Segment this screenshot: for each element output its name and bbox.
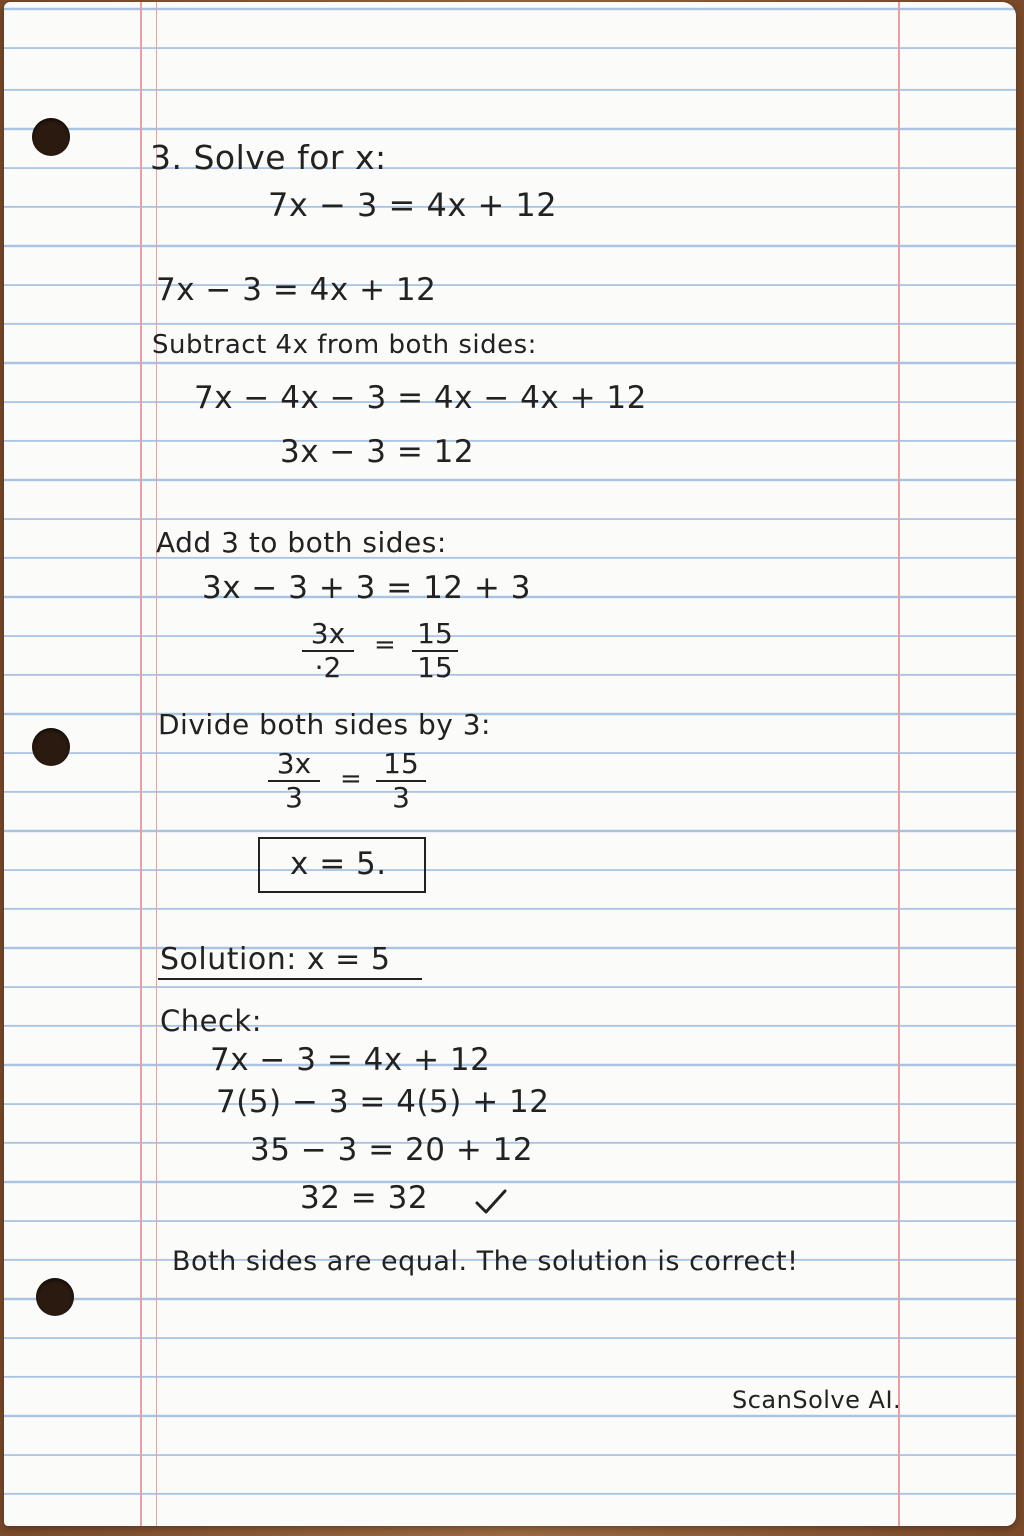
check-line-1: 7x − 3 = 4x + 12 xyxy=(210,1042,491,1078)
step-add-label: Add 3 to both sides: xyxy=(156,526,447,559)
check-line-2: 7(5) − 3 = 4(5) + 12 xyxy=(216,1084,550,1120)
check-line-4: 32 = 32 xyxy=(300,1180,429,1216)
solution-line: Solution: x = 5 xyxy=(160,942,391,977)
divide-fraction-right-numerator: 15 xyxy=(383,747,419,780)
checkmark-icon xyxy=(474,1188,508,1216)
right-margin-line xyxy=(898,2,900,1526)
notebook-paper xyxy=(4,2,1016,1526)
add-fraction-right-numerator: 15 xyxy=(417,617,453,650)
step-subtract-result: 3x − 3 = 12 xyxy=(280,434,475,470)
add-fraction-right-denominator: 15 xyxy=(417,651,453,684)
divide-fraction-equals: = xyxy=(340,764,363,794)
step-divide-label: Divide both sides by 3: xyxy=(158,708,491,741)
divide-fraction-right-denominator: 3 xyxy=(392,781,410,814)
binder-hole-bottom xyxy=(36,1278,74,1316)
boxed-answer: x = 5. xyxy=(290,846,387,882)
step-subtract-equation: 7x − 4x − 3 = 4x − 4x + 12 xyxy=(194,380,647,416)
watermark: ScanSolve AI. xyxy=(732,1386,902,1414)
binder-hole-top xyxy=(32,118,70,156)
add-fraction-right xyxy=(410,618,460,684)
add-fraction-equals: = xyxy=(374,630,397,660)
check-label: Check: xyxy=(160,1004,262,1038)
solution-underline xyxy=(158,978,422,980)
step-start-equation: 7x − 3 = 4x + 12 xyxy=(156,272,437,308)
add-fraction-left xyxy=(300,618,356,684)
divide-fraction-right xyxy=(374,748,428,814)
problem-equation: 7x − 3 = 4x + 12 xyxy=(268,186,558,224)
problem-title: 3. Solve for x: xyxy=(150,138,387,177)
left-margin-line-inner xyxy=(156,2,157,1526)
step-subtract-label: Subtract 4x from both sides: xyxy=(152,330,537,360)
divide-fraction-left xyxy=(266,748,322,814)
divide-fraction-left-numerator: 3x xyxy=(276,747,312,780)
left-margin-line xyxy=(140,2,142,1526)
add-fraction-left-denominator: ·2 xyxy=(314,651,342,684)
check-line-3: 35 − 3 = 20 + 12 xyxy=(250,1132,534,1168)
conclusion-text: Both sides are equal. The solution is correct! xyxy=(172,1246,799,1277)
add-fraction-left-numerator: 3x xyxy=(310,617,346,650)
binder-hole-middle xyxy=(32,728,70,766)
divide-fraction-left-denominator: 3 xyxy=(285,781,303,814)
step-add-equation: 3x − 3 + 3 = 12 + 3 xyxy=(202,570,531,606)
